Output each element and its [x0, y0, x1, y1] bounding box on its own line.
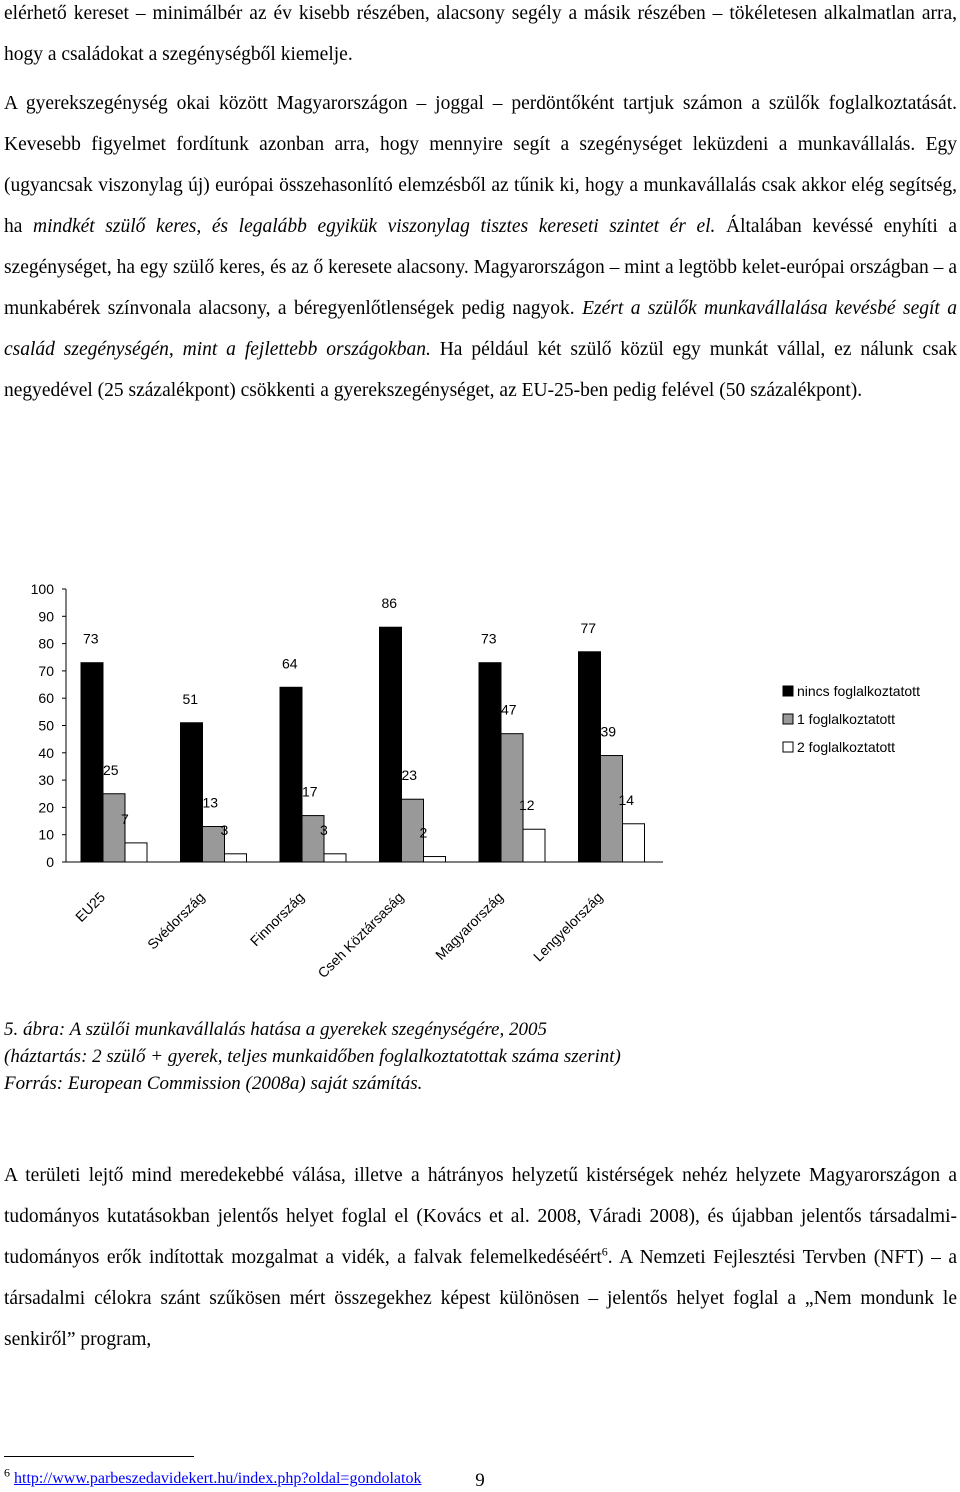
data-label: 25	[103, 761, 119, 778]
paragraph-text: A területi lejtő mind meredekebbé válása, illetve a hátrányos helyzetű kistérségek nehéz helyzete Magyarországon a tudományos kutatásokban jelentős helyet foglal el (Kovács et al. 2008, Váradi 2008), és újabban jelentős társadalmi-tudományos erők indítottak mozgalmat a vidék, a falvak felemelkedéséért	[4, 1165, 957, 1268]
category-label: Lengyelország	[529, 888, 606, 965]
data-label: 23	[401, 767, 418, 784]
y-tick-label: 90	[38, 608, 54, 625]
data-label: 64	[282, 655, 298, 672]
emphasis-text: mindkét szülő keres, és legalább egyikük viszonylag tisztes kereseti szintet ér el.	[32, 216, 716, 237]
data-label: 51	[182, 690, 199, 707]
bar	[623, 824, 645, 862]
legend-swatch	[783, 742, 793, 752]
bar	[601, 756, 623, 862]
caption-subtitle: (háztartás: 2 szülő + gyerek, teljes munkaidőben foglalkoztatottak száma szerint)	[4, 1046, 621, 1067]
footnote-link[interactable]: http://www.parbeszedavidekert.hu/index.php?oldal=gondolatok	[14, 1470, 422, 1487]
category-label: Cseh Köztársaság	[314, 888, 407, 982]
data-label: 73	[83, 630, 99, 647]
footnote-number: 6	[4, 1465, 10, 1480]
bar	[181, 723, 203, 862]
y-tick-label: 30	[38, 772, 54, 789]
page-number: 9	[475, 1470, 485, 1491]
y-tick-label: 70	[38, 662, 54, 679]
paragraph-text: A gyerekszegénység okai között Magyarországon – joggal – perdöntőként tartjuk számon a szülők foglalkoztatását. Kevesebb figyelmet fordítunk azonban arra, hogy mennyire segít a szegénységet leküzdeni a munkavállalás. Egy (ugyancsak viszonylag új) európai összehasonlító elemzésből az tűnik ki, hogy a munkavállalás csak akkor elég segítség, ha	[4, 93, 957, 237]
bar	[424, 857, 446, 862]
legend-swatch	[783, 714, 793, 724]
data-label: 3	[320, 821, 328, 838]
y-tick-label: 20	[38, 799, 54, 816]
category-label: EU25	[72, 888, 109, 925]
data-label: 13	[202, 794, 219, 811]
category-label: Finnország	[246, 888, 308, 950]
paragraph-text: Általában kevéssé enyhíti a szegénységet, ha egy szülő keres, és az ő keresete alacsony. Magyarországon – mint a legtöbb kelet-európai országban – a munkabérek színvonala alacsony, a béregyenlőtlenségek pedig nagyok.	[4, 216, 957, 319]
paragraph-text: . A Nemzeti Fejlesztési Tervben (NFT) – a társadalmi célokra szánt szűkösen mért összegekhez képest különösen – jelentős helyet foglal a „Nem mondunk le senkiről” program,	[4, 1247, 957, 1350]
figure-caption	[4, 1016, 954, 1097]
paragraph-text: elérhető kereset – minimálbér az év kisebb részében, alacsony segély a másik részében – tökéletesen alkalmatlan arra, hogy a családokat a szegénységből kiemelje.	[4, 3, 957, 65]
data-label: 7	[121, 810, 129, 827]
bar	[280, 687, 302, 862]
paragraph-main	[4, 83, 957, 411]
data-label: 2	[419, 824, 428, 841]
category-label: Svédország	[144, 888, 208, 953]
y-tick-label: 100	[30, 581, 54, 597]
y-tick-label: 10	[38, 826, 54, 843]
bar	[225, 854, 247, 862]
y-tick-label: 0	[46, 854, 54, 870]
data-label: 12	[519, 797, 535, 814]
legend-label: 1 foglalkoztatott	[797, 711, 896, 727]
bar	[479, 663, 501, 862]
y-tick-label: 80	[38, 635, 54, 652]
y-tick-label: 50	[38, 717, 54, 734]
data-label: 17	[302, 783, 318, 800]
caption-title: 5. ábra: A szülői munkavállalás hatása a gyerekek szegénységére, 2005	[4, 1019, 547, 1040]
data-label: 73	[481, 630, 497, 647]
caption-source: Forrás: European Commission (2008a) saját számítás.	[4, 1073, 423, 1094]
paragraph-intro	[4, 0, 957, 75]
bar	[380, 627, 402, 862]
bar-chart	[0, 570, 960, 1010]
emphasis-text: Ezért a szülők munkavállalása kevésbé segít a család szegénységén, mint a fejlettebb országokban.	[4, 298, 958, 360]
legend-label: nincs foglalkoztatott	[797, 683, 920, 699]
paragraph-regional	[4, 1155, 957, 1360]
data-label: 14	[618, 791, 635, 808]
data-label: 39	[600, 723, 617, 740]
bar	[579, 652, 601, 862]
data-label: 86	[381, 595, 398, 612]
data-label: 3	[220, 821, 229, 838]
legend-swatch	[783, 686, 793, 696]
bar	[523, 829, 545, 862]
data-label: 77	[580, 619, 597, 636]
y-tick-label: 60	[38, 690, 54, 707]
bar	[324, 854, 346, 862]
footnote-ref[interactable]: 6	[601, 1244, 608, 1259]
bar	[103, 794, 125, 862]
footnote-divider	[4, 1456, 194, 1457]
paragraph-text: Ha például két szülő közül egy munkát vállal, ez nálunk csak negyedével (25 százalékpont) csökkenti a gyerekszegénységet, az EU-25-ben pedig felével (50 százalékpont).	[4, 339, 957, 401]
bar	[81, 663, 103, 862]
legend-label: 2 foglalkoztatott	[797, 739, 896, 755]
bar	[125, 843, 147, 862]
category-label: Magyarország	[432, 888, 507, 963]
data-label: 47	[501, 701, 517, 718]
y-tick-label: 40	[38, 744, 54, 761]
